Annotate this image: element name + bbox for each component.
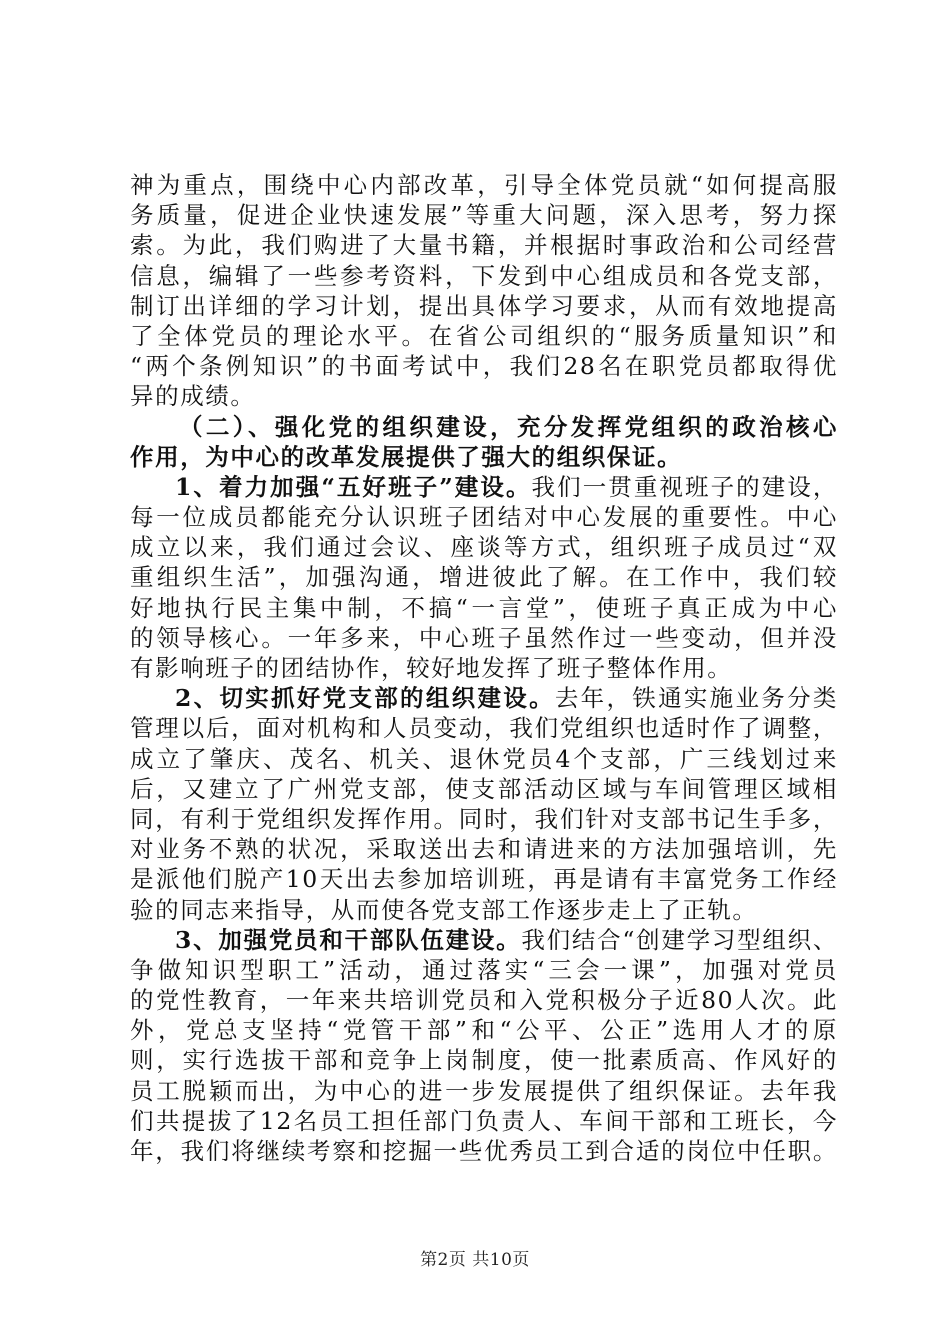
text-line: 是派他们脱产10天出去参加培训班，再是请有丰富党务工作经 bbox=[130, 865, 838, 894]
text-line: 成立以来，我们通过会议、座谈等方式，组织班子成员过“双 bbox=[130, 533, 838, 562]
item-title: 1、着力加强“五好班子”建设。 bbox=[175, 472, 532, 501]
text-line: 管理以后，面对机构和人员变动，我们党组织也适时作了调整， bbox=[130, 714, 838, 743]
heading-line: （二）、强化党的组织建设，充分发挥党组织的政治核心 bbox=[179, 412, 838, 441]
text-line: 有影响班子的团结协作，较好地发挥了班子整体作用。 bbox=[130, 654, 733, 682]
text-line: 的领导核心。一年多来，中心班子虽然作过一些变动，但并没 bbox=[130, 623, 838, 652]
text-line: 年，我们将继续考察和挖掘一些优秀员工到合适的岗位中任职。 bbox=[130, 1137, 838, 1165]
item-title: 3、加强党员和干部队伍建设。 bbox=[175, 925, 522, 954]
item-text: 去年，铁通实施业务分类 bbox=[554, 684, 838, 713]
text-line: 成立了肇庆、茂名、机关、退休党员4个支部，广三线划过来 bbox=[130, 744, 838, 773]
text-line: 的党性教育，一年来共培训党员和入党积极分子近80人次。此 bbox=[130, 986, 838, 1015]
text-line: 争做知识型职工”活动，通过落实“三会一课”，加强对党员 bbox=[130, 955, 838, 984]
item-text: 我们结合“创建学习型组织、 bbox=[521, 925, 838, 954]
text-line: 们共提拔了12名员工担任部门负责人、车间干部和工班长，今 bbox=[130, 1106, 838, 1135]
text-line: 信息，编辑了一些参考资料，下发到中心组成员和各党支部， bbox=[130, 261, 838, 290]
item-title: 2、切实抓好党支部的组织建设。 bbox=[175, 684, 555, 713]
section-heading-2 bbox=[130, 412, 838, 472]
page-number-footer: 第2页 共10页 bbox=[420, 1250, 530, 1270]
item-2-paragraph bbox=[130, 683, 838, 925]
text-line: 务质量，促进企业快速发展”等重大问题，深入思考，努力探 bbox=[130, 201, 838, 230]
text-line: 重组织生活”，加强沟通，增进彼此了解。在工作中，我们较 bbox=[130, 563, 838, 592]
text-line: 对业务不熟的状况，采取送出去和请进来的方法加强培训，先 bbox=[130, 835, 838, 864]
text-line: 验的同志来指导，从而使各党支部工作逐步走上了正轨。 bbox=[130, 895, 758, 924]
text-line bbox=[130, 683, 838, 713]
text-line: 员工脱颖而出，为中心的进一步发展提供了组织保证。去年我 bbox=[130, 1076, 838, 1105]
text-line: 后，又建立了广州党支部，使支部活动区域与车间管理区域相 bbox=[130, 774, 838, 803]
item-text: 我们一贯重视班子的建设， bbox=[531, 472, 838, 501]
text-line: 则，实行选拔干部和竞争上岗制度，使一批素质高、作风好的 bbox=[130, 1046, 838, 1075]
text-line: 神为重点，围绕中心内部改革，引导全体党员就“如何提高服 bbox=[130, 171, 838, 199]
text-line: “两个条例知识”的书面考试中，我们28名在职党员都取得优 bbox=[130, 352, 838, 381]
text-line bbox=[130, 925, 838, 955]
text-line: 制订出详细的学习计划，提出具体学习要求，从而有效地提高 bbox=[130, 291, 838, 320]
text-line bbox=[130, 472, 838, 502]
text-line: 了全体党员的理论水平。在省公司组织的“服务质量知识”和 bbox=[130, 321, 838, 350]
heading-line: 作用，为中心的改革发展提供了强大的组织保证。 bbox=[130, 442, 683, 471]
text-line: 同，有利于党组织发挥作用。同时，我们针对支部书记生手多， bbox=[130, 804, 838, 833]
text-line: 每一位成员都能充分认识班子团结对中心发展的重要性。中心 bbox=[130, 503, 838, 532]
item-1-paragraph bbox=[130, 472, 838, 683]
paragraph-study bbox=[130, 170, 838, 412]
document-body bbox=[130, 170, 838, 1166]
text-line: 好地执行民主集中制，不搞“一言堂”，使班子真正成为中心 bbox=[130, 593, 838, 622]
text-line: 外，党总支坚持“党管干部”和“公平、公正”选用人才的原 bbox=[130, 1016, 838, 1045]
text-line: 异的成绩。 bbox=[130, 382, 256, 411]
item-3-paragraph bbox=[130, 925, 838, 1167]
text-line: 索。为此，我们购进了大量书籍，并根据时事政治和公司经营 bbox=[130, 231, 838, 260]
